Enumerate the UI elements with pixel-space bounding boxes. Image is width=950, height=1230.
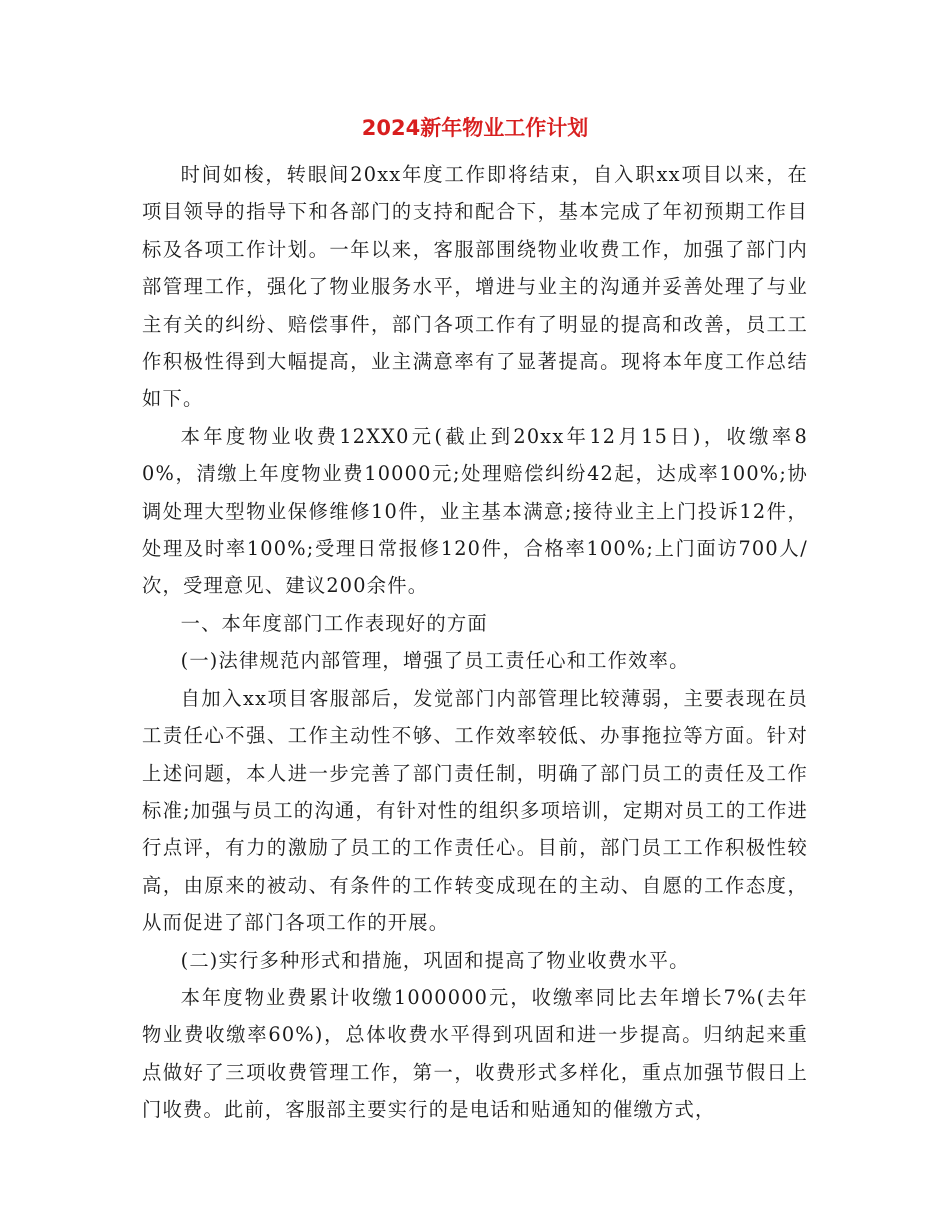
section-heading-1: 一、本年度部门工作表现好的方面 (180, 611, 488, 635)
subsection-heading-2: (二)实行多种形式和措施，巩固和提高了物业收费水平。 (180, 948, 690, 972)
paragraph-internal-management: 自加入xx项目客服部后，发觉部门内部管理比较薄弱，主要表现在员工责任心不强、工作主动性不够、工作效率较低、办事拖拉等方面。针对上述问题，本人进一步完善了部门责任制，明确了部门员工的责任及工作标准;加强与员工的沟通，有针对性的组织多项培训，定期对员工的工作进行点评，有力的激励了员工的工作责任心。目前，部门员工工作积极性较高，由原来的被动、有条件的工作转变成现在的主动、自愿的工作态度，从而促进了部门各项工作的开展。 (142, 686, 808, 935)
document-title: 2024新年物业工作计划 (361, 116, 589, 140)
document-body (142, 156, 808, 1129)
paragraph-intro: 时间如梭，转眼间20xx年度工作即将结束，自入职xx项目以来，在项目领导的指导下和各部门的支持和配合下，基本完成了年初预期工作目标及各项工作计划。一年以来，客服部围绕物业收费工作，加强了部门内部管理工作，强化了物业服务水平，增进与业主的沟通并妥善处理了与业主有关的纠纷、赔偿事件，部门各项工作有了明显的提高和改善，员工工作积极性得到大幅提高，业主满意率有了显著提高。现将本年度工作总结如下。 (142, 163, 808, 411)
subsection-heading-1: (一)法律规范内部管理，增强了员工责任心和工作效率。 (180, 649, 690, 673)
paragraph-statistics: 本年度物业收费12XX0元(截止到20xx年12月15日)，收缴率80%，清缴上年度物业费10000元;处理赔偿纠纷42起，达成率100%;协调处理大型物业保修维修10件，业主基本满意;接待业主上门投诉12件，处理及时率100%;受理日常报修120件，合格率100%;上门面访700人/次，受理意见、建议200余件。 (142, 424, 808, 598)
paragraph-fee-collection: 本年度物业费累计收缴1000000元，收缴率同比去年增长7%(去年物业费收缴率60%)，总体收费水平得到巩固和进一步提高。归纳起来重点做好了三项收费管理工作，第一，收费形式多样化，重点加强节假日上门收费。此前，客服部主要实行的是电话和贴通知的催缴方式， (142, 985, 808, 1122)
